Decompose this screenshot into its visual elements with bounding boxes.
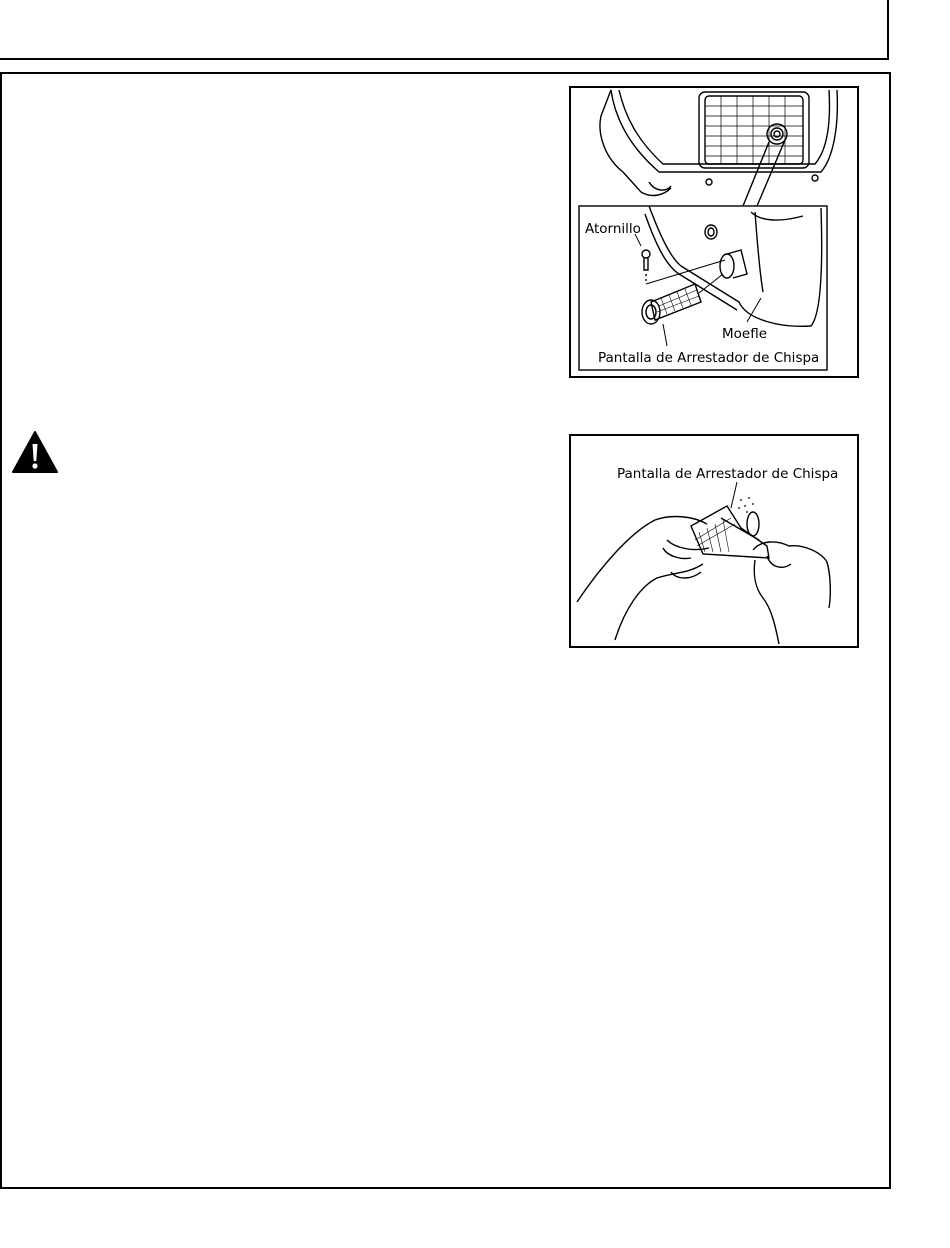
warning-triangle-icon [11, 430, 59, 474]
spark-arrester-screen-label-2: Pantalla de Arrestador de Chispa [617, 466, 839, 482]
spark-arrester-screen-label: Pantalla de Arrestador de Chispa [598, 350, 820, 366]
spark-arrester-cleaning-figure [569, 434, 859, 648]
muffler-label: Moefle [722, 326, 768, 342]
spark-arrester-removal-figure [569, 86, 859, 378]
screw-label: Atornillo [585, 221, 641, 237]
header-frame [0, 0, 889, 60]
